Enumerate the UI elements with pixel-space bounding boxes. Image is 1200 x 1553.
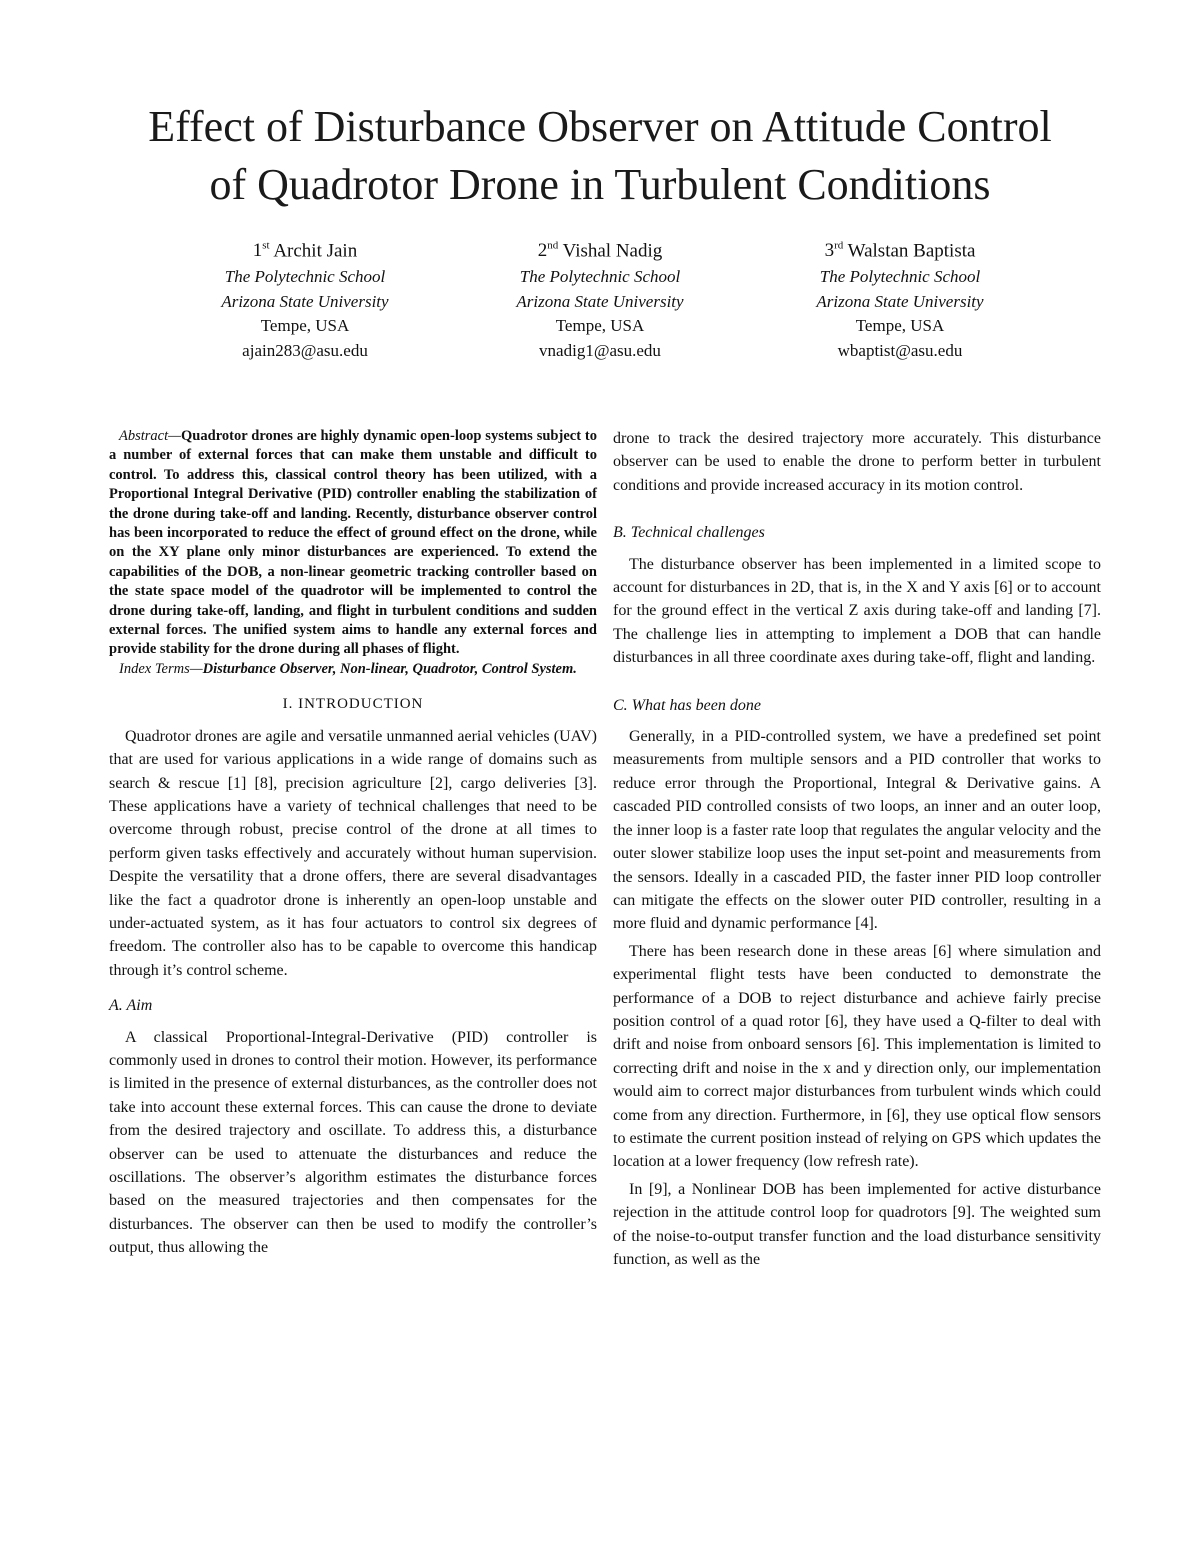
author-school: The Polytechnic School [519, 267, 681, 287]
subsection-heading-aim: A. Aim [109, 997, 153, 1015]
index-terms-text: Disturbance Observer, Non-linear, Quadrotor, Control System. [202, 660, 577, 677]
intro-paragraph: Quadrotor drones are agile and versatile unmanned aerial vehicles (UAV) that are used for various applications in a wide range of domains such as search & rescue [1] [8], precision agriculture [2], cargo deliveries [3]. These applications have a variety of technical challenges that need to be overcome through robust, precise control of the drone at all times to perform given tasks effectively and accurately without human supervision. Despite the versatility that a drone offers, there are several disadvantages like the fact a quadrotor drone is inherently an open-loop unstable and under-actuated system, as it has four actuators to control six degrees of freedom. The controller also has to be capable to overcome this handicap through it’s control scheme. [109, 727, 597, 979]
left-column [109, 427, 597, 1260]
done-paragraph-1: Generally, in a PID-controlled system, we have a predefined set point measurements from multiple sensors and a PID controller that works to reduce error through the Proportional, Integral & Derivative gains. A cascaded PID controlled consists of two loops, an inner and an outer loop, the inner loop is a faster rate loop that regulates the angular velocity and the outer slower stabilize loop uses the input set-point and measurements from the sensors. Ideally in a cascaded PID, the faster inner PID loop controller can mitigate the effects on the slower outer PID controller, resulting in a more fluid and dynamic performance [4]. [613, 728, 1101, 933]
done-paragraph-2: There has been research done in these areas [6] where simulation and experimental flight tests have been conducted to demonstrate the performance of a DOB to reject disturbance and achieve fairly precise position control of a quad rotor [6], they have used a Q-filter to deal with drift and noise from onboard sensors [6]. This implementation is limited to correcting drift and noise in the x and y direction only, our implementation would aim to correct major disturbances from turbulent winds which could come from any direction. Furthermore, in [6], they use optical flow sensors to estimate the current position instead of relying on GPS which updates the location at a lower frequency (low refresh rate). [613, 942, 1101, 1171]
author-email: wbaptist@asu.edu [837, 340, 963, 360]
right-column [613, 427, 1101, 1271]
author-1: 1st Archit Jain The Polytechnic School Arizona State University Tempe, USA ajain283@asu.edu [145, 232, 465, 363]
abstract [109, 427, 597, 660]
author-3: 3rd Walstan Baptista The Polytechnic School Arizona State University Tempe, USA wbaptist@asu.edu [740, 232, 1060, 363]
author-city: Tempe, USA [855, 316, 945, 336]
index-terms-label: Index Terms— [119, 660, 203, 677]
author-name: Walstan Baptista [847, 240, 976, 262]
index-terms [109, 660, 597, 679]
subsection-heading-technical-challenges: B. Technical challenges [613, 524, 765, 542]
author-university: Arizona State University [516, 291, 684, 311]
subsection-heading-what-has-been-done: C. What has been done [613, 696, 761, 714]
author-school: The Polytechnic School [819, 267, 981, 287]
author-university: Arizona State University [221, 291, 389, 311]
abstract-label: Abstract— [119, 428, 182, 444]
author-name: Archit Jain [273, 240, 358, 262]
author-city: Tempe, USA [555, 316, 645, 336]
title-line-2: of Quadrotor Drone in Turbulent Conditions [209, 160, 991, 209]
aim-paragraph-continued: drone to track the desired trajectory more accurately. This disturbance observer can be used to enable the drone to perform better in turbulent conditions and provide increased accuracy in its motion control. [613, 430, 1101, 494]
author-name: Vishal Nadig [562, 240, 663, 262]
paper-title [60, 98, 1140, 214]
author-city: Tempe, USA [260, 316, 350, 336]
done-paragraph-3: In [9], a Nonlinear DOB has been implemented for active disturbance rejection in the attitude control loop for quadrotors [9]. The weighted sum of the noise-to-output transfer function and the load disturbance sensitivity function, as well as the [613, 1180, 1101, 1268]
author-email: vnadig1@asu.edu [539, 340, 661, 360]
abstract-text: Quadrotor drones are highly dynamic open-loop systems subject to a number of external forces that can make them unstable and difficult to control. To address this, classical control theory has been utilized, with a Proportional Integral Derivative (PID) controller enabling the stabilization of the drone during take-off and landing. Recently, disturbance observer control has been incorporated to reduce the effect of ground effect on the drone, while on the XY plane only minor disturbances are experienced. To extend the capabilities of the DOB, a non-linear geometric tracking controller based on the state space model of the quadrotor will be implemented to control the drone during take-off, landing, and flight in turbulent conditions and sudden external forces. The unified system aims to handle any external forces and provide stability for the drone during all phases of flight. [109, 428, 597, 658]
author-email: ajain283@asu.edu [242, 340, 368, 360]
author-2: 2nd Vishal Nadig The Polytechnic School Arizona State University Tempe, USA vnadig1@asu.edu [440, 232, 760, 363]
section-heading-introduction: I. INTRODUCTION [282, 696, 424, 713]
title-line-1: Effect of Disturbance Observer on Attitude Control [148, 102, 1052, 151]
technical-paragraph: The disturbance observer has been implemented in a limited scope to account for disturbances in 2D, that is, in the X and Y axis [6] or to account for the ground effect in the vertical Z axis during take-off and landing [7]. The challenge lies in attempting to implement a DOB that can handle disturbances in all three coordinate axes during take-off, flight and landing. [613, 555, 1101, 667]
author-university: Arizona State University [816, 291, 984, 311]
aim-paragraph: A classical Proportional-Integral-Derivative (PID) controller is commonly used in drones to control their motion. However, its performance is limited in the presence of external disturbances, as the controller does not take into account these external forces. This can cause the drone to deviate from the desired trajectory and oscillate. To address this, a disturbance observer can be used to attenuate the disturbances and reduce the oscillations. The observer’s algorithm estimates the disturbance forces based on the measured trajectories and then compensates for the disturbances. The observer can then be used to modify the controller’s output, thus allowing the [109, 1028, 597, 1257]
author-school: The Polytechnic School [224, 267, 386, 287]
